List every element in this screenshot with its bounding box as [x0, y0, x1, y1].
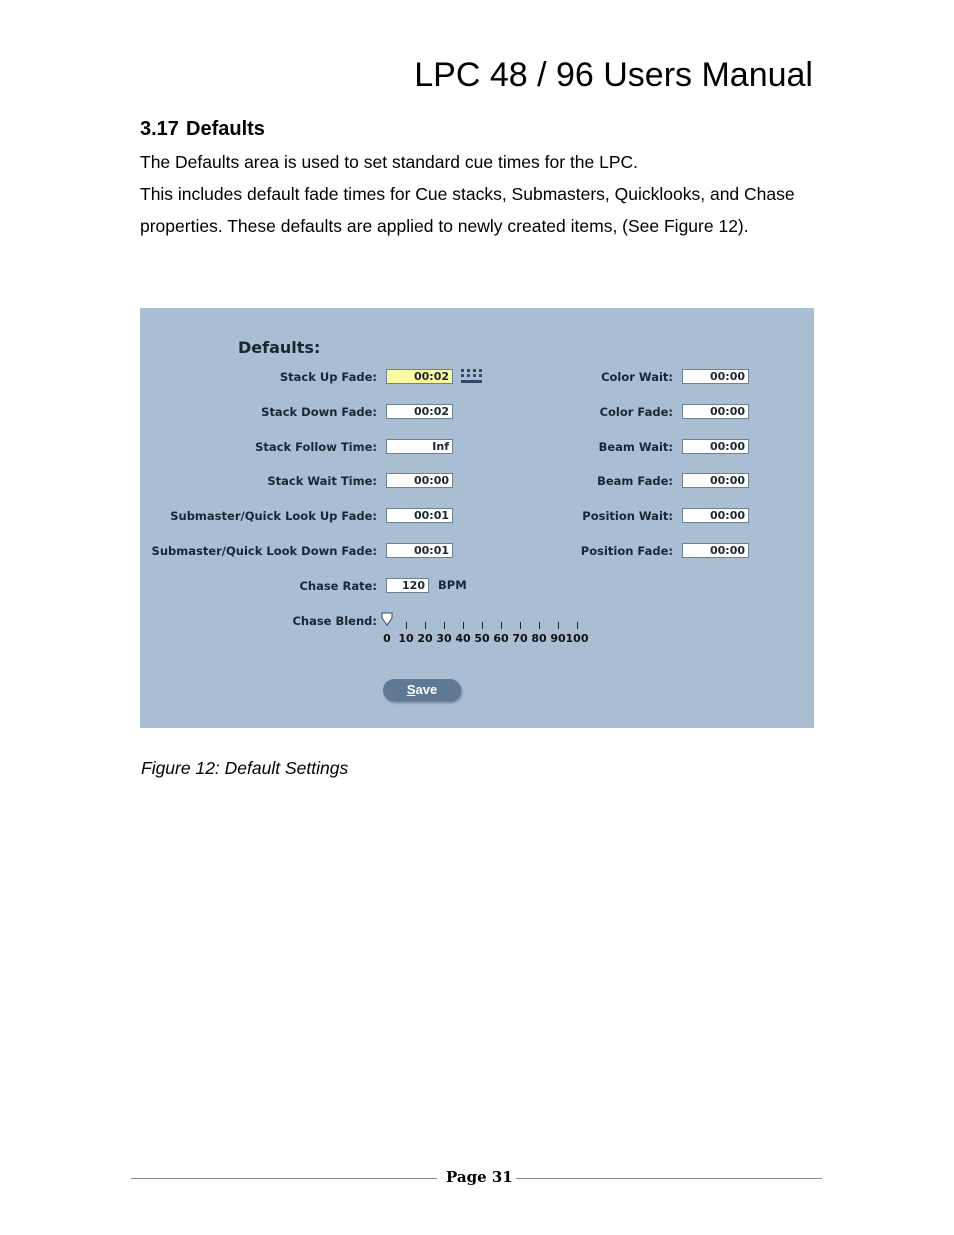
position-fade-label: Position Fade:: [580, 544, 673, 558]
keypad-icon[interactable]: [460, 368, 484, 385]
stack-follow-time-field[interactable]: Inf: [386, 439, 453, 454]
chase-rate-label: Chase Rate:: [299, 579, 377, 593]
color-fade-field[interactable]: 00:00: [682, 404, 749, 419]
chase-rate-field[interactable]: 120: [386, 578, 429, 593]
chase-blend-tick-label: 60: [493, 632, 509, 645]
position-wait-label: Position Wait:: [582, 509, 673, 523]
beam-fade-label: Beam Fade:: [597, 474, 673, 488]
stack-down-fade-label: Stack Down Fade:: [261, 405, 377, 419]
chase-blend-tick: [444, 622, 445, 629]
chase-rate-unit: BPM: [438, 578, 467, 592]
submaster-down-fade-field[interactable]: 00:01: [386, 543, 453, 558]
figure-caption: Figure 12: Default Settings: [141, 758, 349, 778]
stack-wait-time-field[interactable]: 00:00: [386, 473, 453, 488]
submaster-up-fade-field[interactable]: 00:01: [386, 508, 453, 523]
chase-blend-tick-label: 10: [398, 632, 414, 645]
chase-blend-tick-label: 40: [455, 632, 471, 645]
chase-blend-tick: [406, 622, 407, 629]
chase-blend-tick-label: 20: [417, 632, 433, 645]
position-wait-field[interactable]: 00:00: [682, 508, 749, 523]
chase-blend-tick: [520, 622, 521, 629]
chase-blend-tick: [501, 622, 502, 629]
paragraph-details: This includes default fade times for Cue stacks, Submasters, Quicklooks, and Chase properties. These defaults are applied to newly created items, (See Figure 12).: [140, 184, 795, 236]
stack-wait-time-label: Stack Wait Time:: [267, 474, 377, 488]
stack-follow-time-label: Stack Follow Time:: [255, 440, 377, 454]
submaster-up-fade-label: Submaster/Quick Look Up Fade:: [170, 509, 377, 523]
chase-blend-slider-thumb[interactable]: [381, 612, 393, 626]
footer-rule-left: [131, 1178, 437, 1179]
stack-up-fade-field[interactable]: 00:02: [386, 369, 453, 384]
chase-blend-tick: [539, 622, 540, 629]
chase-blend-tick-label: 90: [550, 632, 566, 645]
submaster-down-fade-label: Submaster/Quick Look Down Fade:: [151, 544, 377, 558]
chase-blend-tick: [577, 622, 578, 629]
defaults-screenshot: [140, 308, 814, 728]
document-title: LPC 48 / 96 Users Manual: [414, 56, 813, 94]
color-wait-field[interactable]: 00:00: [682, 369, 749, 384]
page-number: Page 31: [446, 1168, 513, 1186]
stack-down-fade-field[interactable]: 00:02: [386, 404, 453, 419]
chase-blend-tick-label: 30: [436, 632, 452, 645]
save-button[interactable]: Save: [383, 679, 461, 701]
section-number: 3.17: [140, 118, 179, 140]
section-title: Defaults: [186, 118, 265, 140]
paragraph-intro: The Defaults area is used to set standard cue times for the LPC.: [140, 152, 639, 172]
color-wait-label: Color Wait:: [601, 370, 673, 384]
chase-blend-tick-label: 70: [512, 632, 528, 645]
chase-blend-label: Chase Blend:: [292, 614, 377, 628]
chase-blend-tick-label: 80: [531, 632, 547, 645]
section-heading: [140, 118, 265, 141]
panel-title: Defaults:: [238, 338, 321, 357]
chase-blend-tick: [482, 622, 483, 629]
chase-blend-tick-label: 0: [383, 632, 391, 645]
beam-wait-label: Beam Wait:: [598, 440, 673, 454]
chase-blend-tick-label: 100: [565, 632, 589, 645]
chase-blend-tick-label: 50: [474, 632, 490, 645]
chase-blend-tick: [463, 622, 464, 629]
beam-wait-field[interactable]: 00:00: [682, 439, 749, 454]
chase-blend-tick: [425, 622, 426, 629]
stack-up-fade-label: Stack Up Fade:: [279, 370, 377, 384]
chase-blend-tick: [558, 622, 559, 629]
position-fade-field[interactable]: 00:00: [682, 543, 749, 558]
color-fade-label: Color Fade:: [599, 405, 673, 419]
beam-fade-field[interactable]: 00:00: [682, 473, 749, 488]
footer-rule-right: [516, 1178, 822, 1179]
